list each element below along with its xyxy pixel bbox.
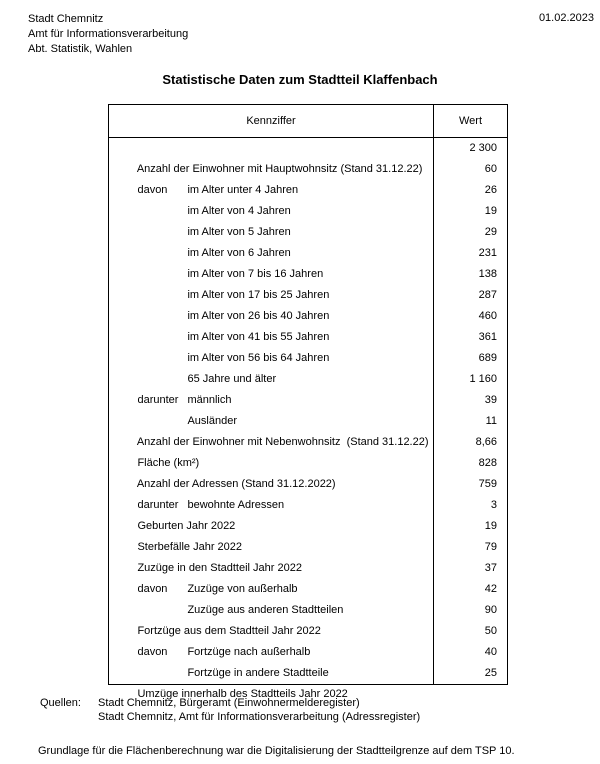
row-wert-cell: 689 bbox=[433, 348, 507, 369]
row-kennziffer-cell bbox=[109, 621, 433, 658]
title-wrap bbox=[0, 72, 600, 87]
row-kennziffer-cell bbox=[109, 138, 433, 175]
row-wert-cell: 361 bbox=[433, 327, 507, 348]
row-wert-cell: 138 bbox=[433, 264, 507, 285]
row-wert-cell: 19 bbox=[433, 201, 507, 222]
table-row bbox=[109, 474, 507, 511]
row-kennziffer-cell bbox=[109, 558, 433, 595]
row-kennziffer-cell bbox=[109, 180, 433, 217]
row-wert-cell: 79 bbox=[433, 537, 507, 558]
row-wert-cell: 460 bbox=[433, 306, 507, 327]
row-label: im Alter von 41 bis 55 Jahren bbox=[187, 331, 330, 343]
row-wert-cell: 26 bbox=[433, 180, 507, 201]
row-kennziffer-cell bbox=[109, 432, 433, 469]
row-wert-cell: 39 bbox=[433, 390, 507, 411]
row-wert-cell: 50 bbox=[433, 621, 507, 642]
sources-lines bbox=[98, 696, 420, 724]
table-body bbox=[109, 138, 507, 700]
row-label: Fortzüge aus dem Stadtteil Jahr 2022 bbox=[137, 625, 321, 637]
letterhead-line-dept: Abt. Statistik, Wahlen bbox=[28, 43, 133, 55]
page-title: Statistische Daten zum Stadtteil Klaffenbach bbox=[162, 72, 438, 87]
column-header-wert: Wert bbox=[433, 105, 507, 137]
row-kennziffer-cell bbox=[109, 579, 433, 616]
row-wert-cell: 42 bbox=[433, 579, 507, 600]
row-prefix: davon bbox=[137, 646, 168, 658]
row-kennziffer-cell bbox=[109, 159, 433, 196]
row-kennziffer-cell bbox=[109, 201, 433, 238]
row-kennziffer-cell bbox=[109, 474, 433, 511]
row-label: Zuzüge aus anderen Stadtteilen bbox=[187, 604, 344, 616]
letterhead bbox=[28, 12, 188, 57]
row-kennziffer-cell bbox=[109, 663, 433, 700]
row-prefix: darunter bbox=[137, 499, 179, 511]
row-label: im Alter von 6 Jahren bbox=[187, 247, 291, 259]
row-wert-cell: 25 bbox=[433, 663, 507, 684]
row-wert-cell: 37 bbox=[433, 558, 507, 579]
row-kennziffer-cell bbox=[109, 600, 433, 637]
table-header-row bbox=[109, 105, 507, 138]
row-kennziffer-cell bbox=[109, 243, 433, 280]
row-label: im Alter von 4 Jahren bbox=[187, 205, 291, 217]
row-label: im Alter von 56 bis 64 Jahren bbox=[187, 352, 330, 364]
row-label: 65 Jahre und älter bbox=[187, 373, 277, 385]
row-wert-cell: 287 bbox=[433, 285, 507, 306]
row-label: Sterbefälle Jahr 2022 bbox=[137, 541, 243, 553]
letterhead-line-office: Amt für Informationsverarbeitung bbox=[28, 28, 189, 40]
row-label: Fortzüge nach außerhalb bbox=[187, 646, 311, 658]
row-kennziffer-cell bbox=[109, 537, 433, 574]
row-wert-cell: 759 bbox=[433, 474, 507, 495]
row-label: Anzahl der Adressen (Stand 31.12.2022) bbox=[136, 478, 336, 490]
row-kennziffer-cell bbox=[109, 516, 433, 553]
row-wert-cell: 231 bbox=[433, 243, 507, 264]
column-header-kennziffer: Kennziffer bbox=[246, 115, 296, 127]
row-kennziffer-cell bbox=[109, 453, 433, 490]
footnote: Grundlage für die Flächenberechnung war die Digitalisierung der Stadtteilgrenze auf dem TSP 10. bbox=[38, 745, 515, 757]
row-kennziffer-cell bbox=[109, 369, 433, 406]
document-date: 01.02.2023 bbox=[538, 12, 594, 24]
source-line: Stadt Chemnitz, Amt für Informationsverarbeitung (Adressregister) bbox=[98, 711, 421, 723]
row-label: Zuzüge in den Stadtteil Jahr 2022 bbox=[137, 562, 302, 574]
row-wert-cell: 19 bbox=[433, 516, 507, 537]
row-kennziffer-cell bbox=[109, 285, 433, 322]
row-wert-cell: 2 300 bbox=[433, 138, 507, 159]
row-wert-cell: 29 bbox=[433, 222, 507, 243]
row-wert-cell: 60 bbox=[433, 159, 507, 180]
row-wert-cell: 828 bbox=[433, 453, 507, 474]
row-label: männlich bbox=[187, 394, 232, 406]
row-kennziffer-cell bbox=[109, 411, 433, 448]
row-label: Zuzüge von außerhalb bbox=[187, 583, 298, 595]
row-label: Fläche (km²) bbox=[137, 457, 200, 469]
row-prefix: darunter bbox=[137, 394, 179, 406]
row-label: Geburten Jahr 2022 bbox=[137, 520, 236, 532]
row-label: Anzahl der Einwohner mit Nebenwohnsitz (Stand 31.12.22) bbox=[136, 436, 429, 448]
row-label: Fortzüge in andere Stadtteile bbox=[187, 667, 329, 679]
statistics-table bbox=[108, 104, 508, 700]
row-wert-cell: 11 bbox=[433, 411, 507, 432]
row-kennziffer-cell bbox=[109, 495, 433, 532]
row-label: im Alter von 7 bis 16 Jahren bbox=[187, 268, 324, 280]
row-kennziffer-cell bbox=[109, 642, 433, 679]
row-label: im Alter von 17 bis 25 Jahren bbox=[187, 289, 330, 301]
row-label: im Alter von 26 bis 40 Jahren bbox=[187, 310, 330, 322]
row-kennziffer-cell bbox=[109, 306, 433, 343]
row-wert-cell: 8,66 bbox=[433, 432, 507, 453]
row-label: Anzahl der Einwohner mit Hauptwohnsitz (Stand 31.12.22) bbox=[136, 163, 423, 175]
row-kennziffer-cell bbox=[109, 264, 433, 301]
row-prefix: davon bbox=[137, 583, 168, 595]
letterhead-line-org: Stadt Chemnitz bbox=[28, 13, 104, 25]
row-wert-cell: 40 bbox=[433, 642, 507, 663]
sources-label: Quellen: bbox=[40, 697, 81, 709]
row-wert-cell: 90 bbox=[433, 600, 507, 621]
row-kennziffer-cell bbox=[109, 390, 433, 427]
row-prefix: davon bbox=[137, 184, 168, 196]
row-kennziffer-cell bbox=[109, 222, 433, 259]
row-label: im Alter unter 4 Jahren bbox=[187, 184, 299, 196]
row-kennziffer-cell bbox=[109, 327, 433, 364]
row-wert-cell: 3 bbox=[433, 495, 507, 516]
row-kennziffer-cell bbox=[109, 348, 433, 385]
row-wert-cell: 1 160 bbox=[433, 369, 507, 390]
table-row bbox=[109, 663, 507, 700]
row-label: bewohnte Adressen bbox=[187, 499, 285, 511]
row-label: Ausländer bbox=[187, 415, 237, 427]
source-line: Stadt Chemnitz, Bürgeramt (Einwohnermelderegister) bbox=[98, 697, 360, 709]
row-label: Umzüge innerhalb des Stadtteils Jahr 2022 bbox=[137, 688, 348, 700]
row-label: im Alter von 5 Jahren bbox=[187, 226, 291, 238]
